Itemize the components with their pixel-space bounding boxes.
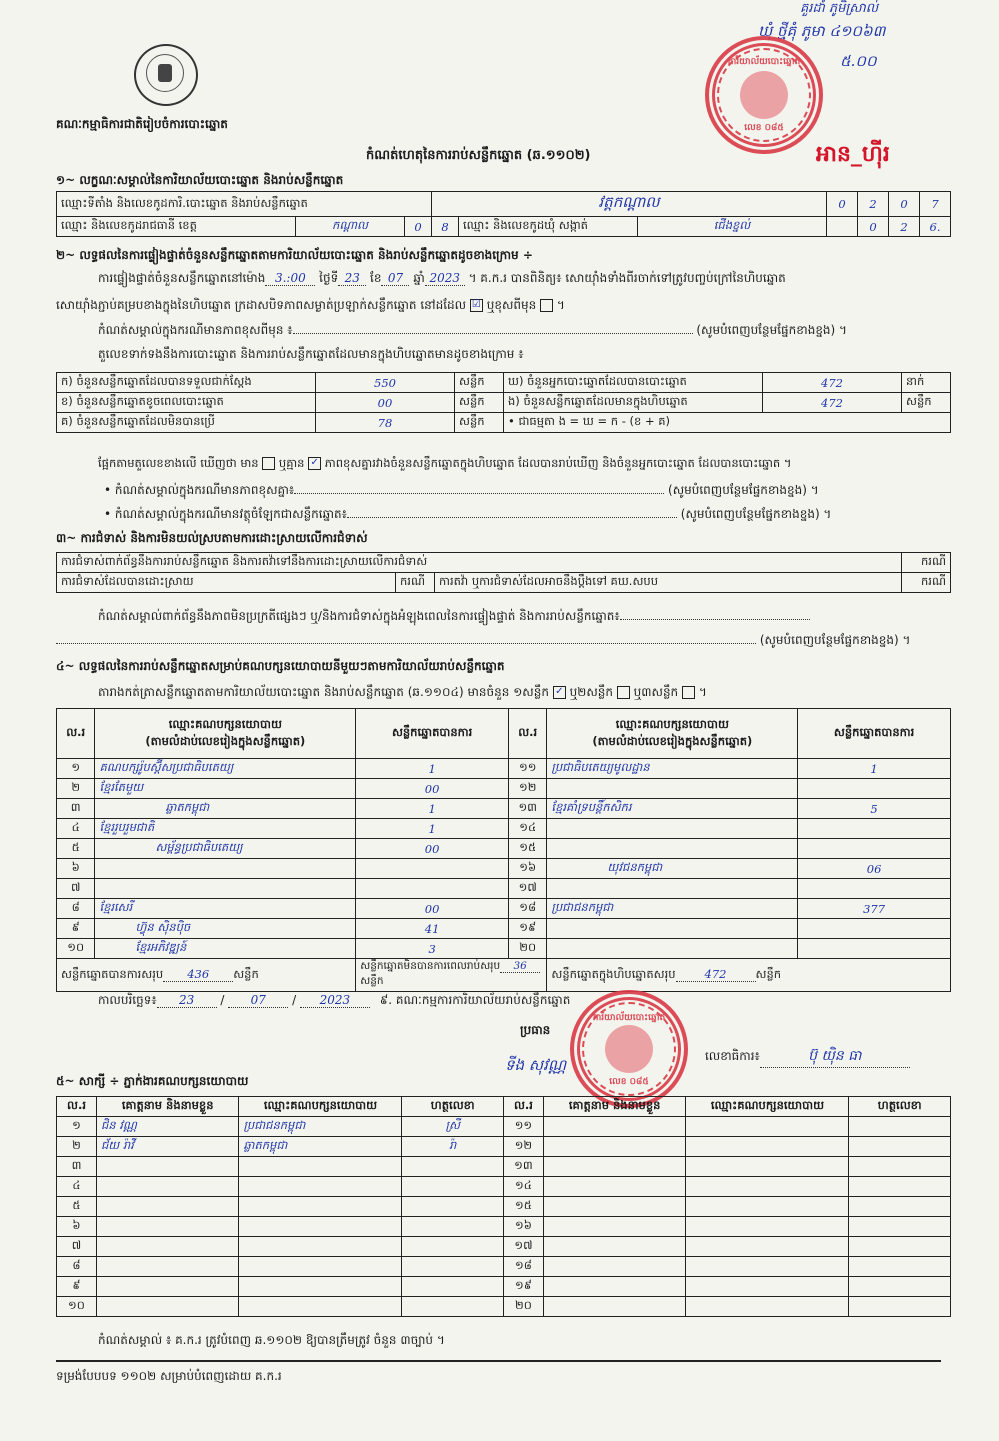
section1-table: [56, 191, 951, 237]
verify-year: 2023: [425, 271, 465, 286]
foreign-object-note: • កំណត់សម្គាល់ក្នុងករណីមានវត្ថុចំឡែកជាសន្លឹកឆ្នោត៖ (សូមបំពេញបន្ថែមផ្នែកខាងខ្នង) ។: [104, 507, 832, 521]
discrepancy-note: • កំណត់សម្គាល់ក្នុងករណីមានភាពខុសគ្នា៖ (សូមបំពេញបន្ថែមផ្នែកខាងខ្នង) ។: [104, 483, 819, 497]
no-discrepancy-checkbox[interactable]: ✓: [308, 457, 321, 470]
workplace-label: ឈ្មោះទីតាំង និងលេខកូដការិ.បោះឆ្នោត និងរាប់សន្លឹកឆ្នោត: [57, 192, 432, 217]
secretary-signature: ប៊ុ យ៉ិន ធា: [760, 1046, 910, 1068]
workplace-code-4: 7: [920, 192, 951, 217]
difference-note-line: កំណត់សម្គាល់ក្នុងករណីមានភាពខុសពីមុន ៖ (សូមបំពេញបន្ថែមផ្នែកខាងខ្នង) ។: [98, 323, 847, 337]
province-code-1: 0: [405, 217, 432, 237]
top-handwriting-1: គួរដាំ ភូមិស្រាល់: [800, 1, 879, 16]
table-row: ១ គណបក្សរ៉ូបស្ត៊ីសប្រជាធិបតេយ្យ 1 ១១ ប្រជាធិបតេយ្យមូលដ្ឋាន 1: [57, 759, 951, 779]
ballots-received: 550: [316, 373, 455, 393]
commune-code-3: 6.: [920, 217, 951, 237]
witness-signature: រ៉ា: [402, 1137, 503, 1157]
official-stamp-top: ការិយាល័យបោះឆ្នោត លេខ ០៨៥: [705, 36, 823, 154]
province-code-2: 8: [432, 217, 459, 237]
discrepancy-line: ផ្អែកតាមតួលេខខាងលើ ឃើញថា មាន ឬគ្មាន ✓ ភាពខុសគ្នារវាងចំនួនសន្លឹកឆ្នោតក្នុងហិបឆ្នោត ដែលបានរាប់ឃើញ និងចំនួនអ្នកបោះឆ្នោត ដែលបានបោះឆ្នោត ។: [98, 456, 792, 470]
commune-label: ឈ្មោះ និងលេខកូដឃុំ សង្កាត់: [459, 217, 638, 237]
table-row: ៣ ១៣: [57, 1157, 951, 1177]
commune-code-2: 2: [889, 217, 920, 237]
witness-table: ល.រ គោត្តនាម និងនាមខ្លួន ឈ្មោះគណបក្សនយោបាយ ហត្ថលេខា ល.រ គោត្តនាម និងនាមខ្លួន ឈ្មោះគណបក្សនយោបាយ ហត្ថលេខា ១ ជិន វណ្ណ ប្រជាជនកម្ពុជា ស្រី ១១ ២ ជ័យ រ៉ាវី ឆ្លាតកម្ពុជា រ៉ា ១២ ៣ ១៣ ៤ ១៤ ៥ ១៥ ៦ ១៦ ៧ ១៧ ៨ ១៨ ៩ ១៩ ១០ ២០: [56, 1096, 951, 1317]
committee-name: គណៈកម្មាធិការជាតិរៀបចំការបោះឆ្នោត: [56, 117, 228, 131]
sign-year: 2023: [300, 993, 370, 1008]
ballot-row: ខ) ចំនួនសន្លឹកឆ្នោតខូចពេលបោះឆ្នោត 00 សន្លឹក ង) ចំនួនសន្លឹកឆ្នោតដែលមានក្នុងហិបឆ្នោត 472 សន្លឹក: [57, 393, 951, 413]
commune-code-1: 0: [858, 217, 889, 237]
workplace-code-1: 0: [827, 192, 858, 217]
three-sheets-checkbox[interactable]: [682, 686, 695, 699]
sign-month: 07: [228, 993, 288, 1008]
table-row: ៨ ខ្មែរសេរី 00 ១៨ ប្រជាជនកម្ពុជា 377: [57, 899, 951, 919]
commune-value: ជើងខ្នល់: [638, 217, 827, 237]
party-results-table: ល.រ ឈ្មោះគណបក្សនយោបាយ (តាមលំដាប់លេខរៀងក្នុងសន្លឹកឆ្នោត) សន្លឹកឆ្នោតបានការ ល.រ ឈ្មោះគណបក្សនយោបាយ (តាមលំដាប់លេខរៀងក្នុងសន្លឹកឆ្នោត) សន្លឹកឆ្នោតបានការ ១ គណបក្សរ៉ូបស្ត៊ីសប្រជាធិបតេយ្យ 1 ១១ ប្រជាធិបតេយ្យមូលដ្ឋាន 1 ២ ខ្មែរតែមួយ 00 ១២ ៣ ឆ្លាតកម្ពុជា 1 ១៣ ខ្មែរគាំទ្របន្តិ៍កសិករ 5 ៤ ខ្មែររួបរួមជាតិ 1 ១៤ ៥ សម្ព័ន្ធប្រជាធិបតេយ្យ 00 ១៥ ៦ ១៦ យុវជនកម្ពុជា 06 ៧ ១៧ ៨ ខ្មែរសេរី 00 ១៨ ប្រជាជនកម្ពុជា 377 ៩ ហ៊្វុន ស៊ិនប៉ិច 41 ១៩ ១០ ខ្មែរអភិវឌ្ឍន៍ 3 ២០ សន្លឹកឆ្នោតបានការសរុប 436 សន្លឹក សន្លឹកឆ្នោតមិនបានការពេលរាប់សរុប 36សន្លឹក សន្លឹកឆ្នោតក្នុងហិបឆ្នោតសរុប 472 សន្លឹក: [56, 708, 951, 992]
one-sheet-checkbox[interactable]: ✓: [553, 686, 566, 699]
table-row: ៥ សម្ព័ន្ធប្រជាធិបតេយ្យ 00 ១៥: [57, 839, 951, 859]
section4-heading: ៤~ លទ្ធផលនៃការរាប់សន្លឹកឆ្នោតសម្រាប់គណបក្សនយោបាយនីមួយៗតាមការិយាល័យរាប់សន្លឹកឆ្នោត: [56, 659, 505, 673]
section2-heading: ២~ លទ្ធផលនៃការផ្ទៀងផ្ទាត់ចំនួនសន្លឹកឆ្នោតតាមការិយាល័យបោះឆ្នោត និងរាប់សន្លឹកឆ្នោតដូចខាងក្រោម ÷: [56, 248, 533, 262]
box-total: 472: [676, 967, 756, 982]
sign-day: 23: [157, 993, 217, 1008]
two-sheets-checkbox[interactable]: [617, 686, 630, 699]
voters-voted: 472: [763, 373, 902, 393]
province-label: ឈ្មោះ និងលេខកូដរាជធានី ខេត្ត: [57, 217, 296, 237]
verification-line-1: ការផ្ទៀងផ្ទាត់ចំនួនសន្លឹកឆ្នោតនៅម៉ោង 3.:00 ថ្ងៃទី 23 ខែ 07 ឆ្នាំ 2023 ។ គ.ក.រ បានពិនិត្យ៖ សោយ៉ាំងទាំងពីរចាក់ទៅត្រូវបញ្ចប់ក្រៅនៃហិបឆ្នោត: [98, 271, 786, 285]
ballot-figures-intro: តួលេខទាក់ទងនឹងការបោះឆ្នោត និងការរាប់សន្លឹកឆ្នោតដែលមានក្នុងហិបឆ្នោតមានដូចខាងក្រោម ៖: [98, 347, 524, 361]
form-footer: ទម្រង់បែបបទ ១១០២ សម្រាប់បំពេញដោយ គ.ក.រ: [56, 1369, 282, 1383]
verify-time: 3.:00: [265, 271, 315, 286]
secretary-line: លេខាធិការ៖ ប៊ុ យ៉ិន ធា: [705, 1046, 910, 1068]
verification-line-2: សោយ៉ាំងភ្ជាប់គម្របខាងក្នុងនៃហិបឆ្នោត ក្រដាសបិទភាពសម្ងាត់ប្រឡាក់សន្លឹកឆ្នោត នៅដដែល ☑ ឬខុសពីមុន ។: [56, 298, 565, 312]
chief-label: ប្រធាន: [520, 1023, 551, 1037]
objections-table: ការជំទាស់ពាក់ព័ន្ធនឹងការរាប់សន្លឹកឆ្នោត និងការតវ៉ាទៅនឹងការដោះស្រាយលើការជំទាស់ ករណី ការជំទាស់ដែលបានដោះស្រាយ ករណី ការតវ៉ា ឬការជំទាស់ដែលអាចនឹងប្តឹងទៅ គឃ.សបប ករណី: [56, 552, 951, 593]
table-row: ៤ ខ្មែររួបរួមជាតិ 1 ១៤: [57, 819, 951, 839]
table-row: ៨ ១៨: [57, 1257, 951, 1277]
tally-sheet-line: តារាងកត់ត្រាសន្លឹកឆ្នោតតាមការិយាល័យបោះឆ្នោត និងរាប់សន្លឹកឆ្នោត (ឆ.១១០៤) មានចំនួន ១សន្លឹក ✓ ឬ២សន្លឹក ឬ៣សន្លឹក ។: [98, 685, 707, 699]
province-value: កណ្តាល: [296, 217, 405, 237]
ballot-figures-table: [56, 372, 951, 433]
section5-heading: ៥~ សាក្សី ÷ ភ្នាក់ងារគណបក្សនយោបាយ: [56, 1074, 249, 1088]
table-row: ២ ខ្មែរតែមួយ 00 ១២: [57, 779, 951, 799]
section1-heading: ១~ លក្ខណៈសម្គាល់នៃការិយាល័យបោះឆ្នោត និងរាប់សន្លឹកឆ្នោត: [56, 173, 344, 187]
table-row: ៩ ហ៊្វុន ស៊ិនប៉ិច 41 ១៩: [57, 919, 951, 939]
table-row: ៧ ១៧: [57, 879, 951, 899]
verify-day: 23: [338, 271, 366, 286]
top-handwriting-2: ឃុំ ថ្មីគុំ ភូមា ៤១០៦៣: [758, 22, 886, 40]
workplace-code-3: 0: [889, 192, 920, 217]
red-name-label: អាន_ហ៊ីរ: [816, 142, 890, 167]
table-row: ៤ ១៤: [57, 1177, 951, 1197]
ballot-row: គ) ចំនួនសន្លឹកឆ្នោតដែលមិនបានប្រើ 78 សន្លឹក • ជាធម្មតា ង = ឃ = ក - (ខ + គ): [57, 413, 951, 433]
form-title: កំណត់ហេតុនៃការរាប់សន្លឹកឆ្នោត (ឆ.១១០២): [366, 148, 591, 163]
table-row: ៦ ១៦: [57, 1217, 951, 1237]
signature-date-line: កាលបរិច្ឆេទ៖ 23 / 07 / 2023 ៩. គណៈកម្មការការិយាល័យរាប់សន្លឹកឆ្នោត: [98, 993, 571, 1007]
footer-divider: [56, 1360, 941, 1362]
table-row: ៦ ១៦ យុវជនកម្ពុជា 06: [57, 859, 951, 879]
top-handwriting-3: ៥.០០: [840, 52, 877, 70]
ballots-in-box: 472: [763, 393, 902, 413]
section3-heading: ៣~ ការជំទាស់ និងការមិនយល់ស្របតាមការដោះស្រាយលើការជំទាស់: [56, 531, 368, 545]
table-row: ១ ជិន វណ្ណ ប្រជាជនកម្ពុជា ស្រី ១១: [57, 1117, 951, 1137]
verify-month: 07: [381, 271, 409, 286]
table-row: ៩ ១៩: [57, 1277, 951, 1297]
table-row: ១០ ខ្មែរអភិវឌ្ឍន៍ 3 ២០: [57, 939, 951, 959]
ballots-spoiled: 00: [316, 393, 455, 413]
ballot-row: ក) ចំនួនសន្លឹកឆ្នោតដែលបានទទួលជាក់ស្តែង 550 សន្លឹក ឃ) ចំនួនអ្នកបោះឆ្នោតដែលបានបោះឆ្នោត 472 នាក់: [57, 373, 951, 393]
has-discrepancy-checkbox[interactable]: [262, 457, 275, 470]
witness-signature: ស្រី: [402, 1117, 503, 1137]
nec-emblem: [134, 44, 198, 106]
table-row: ២ ជ័យ រ៉ាវី ឆ្លាតកម្ពុជា រ៉ា ១២: [57, 1137, 951, 1157]
irregularity-note: កំណត់សម្គាល់ពាក់ព័ន្ធនឹងភាពមិនប្រក្រតីផ្សេងៗ ឬ/និងការជំទាស់ក្នុងអំឡុងពេលនៃការផ្ទៀងផ្ទាត់ និងការរាប់សន្លឹកឆ្នោត៖: [98, 608, 810, 626]
table-row: ៧ ១៧: [57, 1237, 951, 1257]
same-as-before-checkbox[interactable]: ☑: [470, 299, 483, 312]
different-checkbox[interactable]: [540, 299, 553, 312]
chief-signature: ទីង សុវណ្ណ: [505, 1056, 567, 1074]
valid-total: 436: [163, 967, 233, 982]
workplace-value: វត្តកណ្តាល: [432, 192, 827, 217]
ballots-unused: 78: [316, 413, 455, 433]
workplace-code-2: 2: [858, 192, 889, 217]
official-stamp-bottom: ការិយាល័យបោះឆ្នោត លេខ ០៨៥: [570, 990, 688, 1108]
footnote: កំណត់សម្គាល់ ៖ គ.ក.រ ត្រូវបំពេញ ឆ.១១០២ ឱ្យបានត្រឹមត្រូវ ចំនួន ៣ច្បាប់ ។: [98, 1333, 445, 1347]
table-row: ៣ ឆ្លាតកម្ពុជា 1 ១៣ ខ្មែរគាំទ្របន្តិ៍កសិករ 5: [57, 799, 951, 819]
invalid-total: 36: [500, 960, 540, 973]
totals-row: សន្លឹកឆ្នោតបានការសរុប 436 សន្លឹក សន្លឹកឆ្នោតមិនបានការពេលរាប់សរុប 36សន្លឹក សន្លឹកឆ្នោតក្នុងហិបឆ្នោតសរុប 472 សន្លឹក: [57, 959, 951, 992]
table-row: ៥ ១៥: [57, 1197, 951, 1217]
table-row: ១០ ២០: [57, 1297, 951, 1317]
